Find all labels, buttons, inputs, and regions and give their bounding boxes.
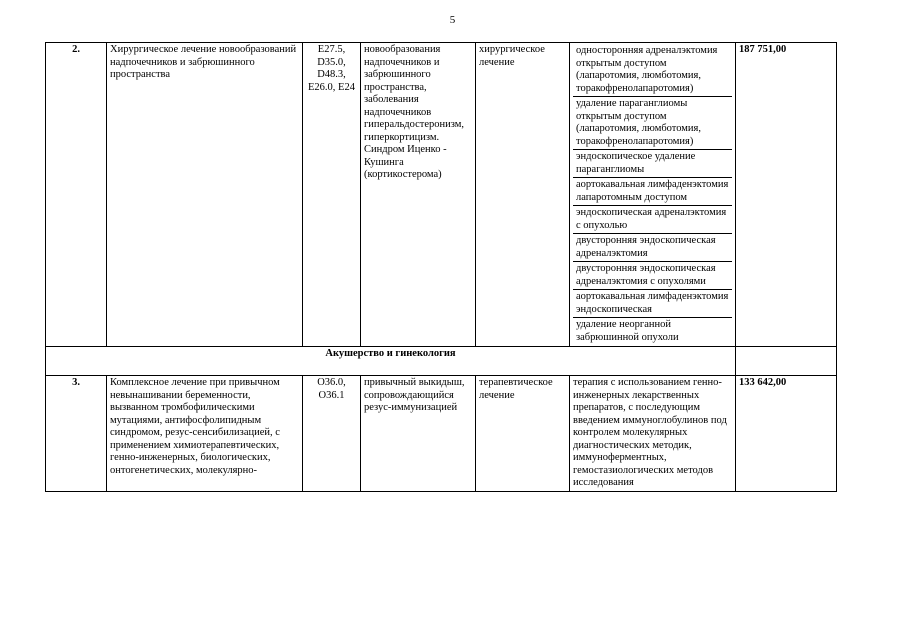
method-item: эндоскопическая адреналэктомия с опухолью bbox=[573, 206, 732, 234]
method-item: удаление параганглиомы открытым доступом (лапаротомия, люмботомия, торакофренолапаротомия) bbox=[573, 97, 732, 150]
row-number: 3. bbox=[46, 376, 107, 492]
methods-cell bbox=[570, 43, 736, 347]
icd-code: E27.5, bbox=[317, 44, 346, 55]
section-title: Акушерство и гинекология bbox=[46, 347, 736, 376]
method-item: односторонняя адреналэктомия открытым доступом (лапаротомия, люмботомия, торакофренолапаротомия) bbox=[573, 44, 732, 97]
icd-code: E26.0, E24 bbox=[308, 81, 355, 93]
service-name: Комплексное лечение при привычном невынашивании беременности, вызванном тромбофилическими мутациями, антифосфолипидным синдромом, резус-сенсибилизацией, с применением химиотерапевтических, генно-инженерных, биологических, онтогенетических, молекулярно- bbox=[107, 376, 303, 492]
patient-model: привычный выкидыш, сопровождающийся резус-иммунизацией bbox=[361, 376, 476, 492]
section-row bbox=[46, 347, 837, 376]
icd-code: D35.0, bbox=[317, 56, 346, 68]
method-item: двусторонняя эндоскопическая адреналэктомия с опухолями bbox=[573, 262, 732, 290]
icd-code: O36.0, bbox=[317, 377, 346, 388]
section-row-empty-cell bbox=[736, 347, 837, 376]
page-number: 5 bbox=[449, 14, 456, 26]
method-item: терапия с использованием генно-инженерных лекарственных препаратов, с последующим введением иммуноглобулинов под контролем молекулярных диагностических методик, иммуноферментных, гемостазиологических методов исследования bbox=[570, 376, 736, 492]
methods-list bbox=[573, 44, 732, 345]
icd-code: D48.3, bbox=[317, 69, 346, 80]
method-item: эндоскопическое удаление параганглиомы bbox=[573, 150, 732, 178]
price: 133 642,00 bbox=[736, 376, 837, 492]
service-name: Хирургическое лечение новообразований надпочечников и забрюшинного пространства bbox=[107, 43, 303, 347]
table-row bbox=[46, 376, 837, 492]
method-item: удаление неорганной забрюшинной опухоли bbox=[576, 319, 679, 343]
services-table bbox=[45, 42, 837, 492]
method-item: двусторонняя эндоскопическая адреналэктомия bbox=[573, 234, 732, 262]
method-item: аортокавальная лимфаденэктомия лапаротомным доступом bbox=[573, 178, 732, 206]
treatment-type: хирургическое лечение bbox=[476, 43, 570, 347]
treatment-type: терапевтическое лечение bbox=[476, 376, 570, 492]
price: 187 751,00 bbox=[736, 43, 837, 347]
icd-code: O36.1 bbox=[318, 389, 345, 401]
icd-codes bbox=[303, 43, 361, 347]
row-number: 2. bbox=[46, 43, 107, 347]
icd-codes bbox=[303, 376, 361, 492]
table-row bbox=[46, 43, 837, 347]
method-item: аортокавальная лимфаденэктомия эндоскопическая bbox=[573, 290, 732, 318]
patient-model: новообразования надпочечников и забрюшинного пространства, заболевания надпочечников гиперальдостеронизм, гиперкортицизм. Синдром Иценко - Кушинга (кортикостерома) bbox=[361, 43, 476, 347]
